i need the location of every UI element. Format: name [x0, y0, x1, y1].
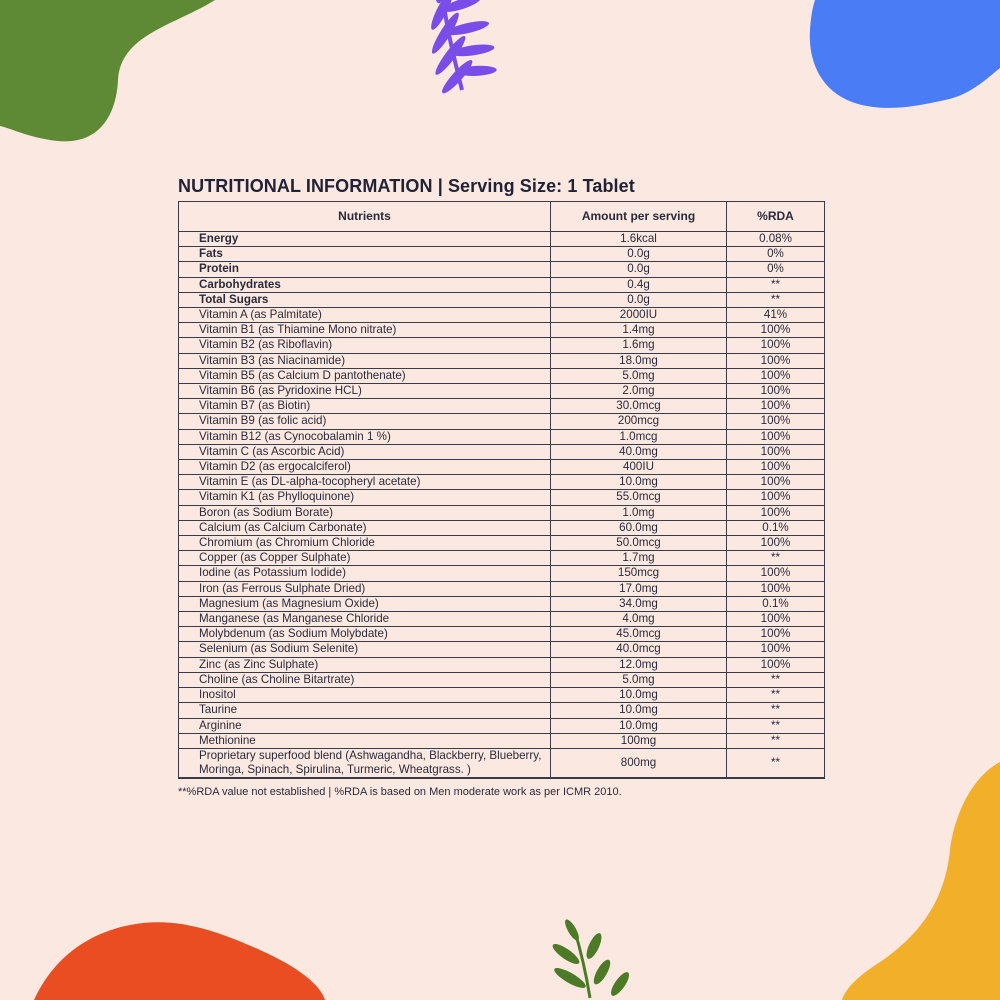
table-row — [179, 232, 825, 247]
orange-blob-shape — [842, 762, 1000, 1000]
rda-value: 0.1% — [727, 520, 825, 535]
nutrient-name: Taurine — [179, 703, 551, 718]
nutrient-name: Vitamin B3 (as Niacinamide) — [179, 353, 551, 368]
header-nutrients: Nutrients — [179, 202, 551, 232]
table-row — [179, 672, 825, 687]
amount-value: 1.6mg — [551, 338, 727, 353]
table-header-row — [179, 202, 825, 232]
rda-value: 100% — [727, 490, 825, 505]
rda-value: 100% — [727, 353, 825, 368]
table-row — [179, 277, 825, 292]
amount-value: 5.0mg — [551, 368, 727, 383]
nutrient-name: Protein — [179, 262, 551, 277]
amount-value: 50.0mcg — [551, 536, 727, 551]
amount-value: 12.0mg — [551, 657, 727, 672]
nutrient-name: Fats — [179, 247, 551, 262]
nutrient-name: Vitamin B5 (as Calcium D pantothenate) — [179, 368, 551, 383]
table-row — [179, 353, 825, 368]
nutrient-name: Vitamin C (as Ascorbic Acid) — [179, 444, 551, 459]
blue-blob-shape — [810, 0, 1000, 108]
table-row — [179, 612, 825, 627]
amount-value: 18.0mg — [551, 353, 727, 368]
nutrient-name: Magnesium (as Magnesium Oxide) — [179, 596, 551, 611]
table-row — [179, 703, 825, 718]
rda-value: 100% — [727, 657, 825, 672]
table-row — [179, 566, 825, 581]
page-title: NUTRITIONAL INFORMATION | Serving Size: 1 Tablet — [178, 176, 635, 196]
rda-value: 100% — [727, 566, 825, 581]
rda-value: 0% — [727, 247, 825, 262]
nutrient-name: Carbohydrates — [179, 277, 551, 292]
rda-value: 100% — [727, 323, 825, 338]
rda-value: 100% — [727, 612, 825, 627]
table-row — [179, 308, 825, 323]
amount-value: 2.0mg — [551, 384, 727, 399]
amount-value: 1.7mg — [551, 551, 727, 566]
nutrition-table — [178, 201, 825, 779]
table-row — [179, 505, 825, 520]
green-blob-shape — [0, 0, 215, 141]
rda-value: 0.1% — [727, 596, 825, 611]
amount-value: 0.0g — [551, 262, 727, 277]
nutrient-name: Selenium (as Sodium Selenite) — [179, 642, 551, 657]
rda-value: ** — [727, 748, 825, 778]
green-leaf-shape — [550, 918, 632, 999]
amount-value: 17.0mg — [551, 581, 727, 596]
nutrient-name: Zinc (as Zinc Sulphate) — [179, 657, 551, 672]
table-row — [179, 247, 825, 262]
nutrient-name: Vitamin K1 (as Phylloquinone) — [179, 490, 551, 505]
rda-value: 100% — [727, 475, 825, 490]
nutrient-name: Vitamin D2 (as ergocalciferol) — [179, 460, 551, 475]
rda-value: 0% — [727, 262, 825, 277]
table-row — [179, 368, 825, 383]
table-row — [179, 642, 825, 657]
nutrient-name: Calcium (as Calcium Carbonate) — [179, 520, 551, 535]
rda-value: 0.08% — [727, 232, 825, 247]
amount-value: 10.0mg — [551, 703, 727, 718]
amount-value: 400IU — [551, 460, 727, 475]
nutrient-name: Inositol — [179, 688, 551, 703]
nutrient-name: Arginine — [179, 718, 551, 733]
nutrient-name: Chromium (as Chromium Chloride — [179, 536, 551, 551]
nutrient-name: Vitamin B1 (as Thiamine Mono nitrate) — [179, 323, 551, 338]
amount-value: 1.6kcal — [551, 232, 727, 247]
rda-value: ** — [727, 733, 825, 748]
amount-value: 40.0mg — [551, 444, 727, 459]
amount-value: 5.0mg — [551, 672, 727, 687]
table-row — [179, 688, 825, 703]
table-row — [179, 399, 825, 414]
rda-value: 100% — [727, 642, 825, 657]
rda-value: 100% — [727, 368, 825, 383]
nutrient-name: Iodine (as Potassium Iodide) — [179, 566, 551, 581]
amount-value: 10.0mg — [551, 475, 727, 490]
rda-value: 100% — [727, 414, 825, 429]
table-row — [179, 490, 825, 505]
nutrient-name: Vitamin B6 (as Pyridoxine HCL) — [179, 384, 551, 399]
rda-value: ** — [727, 672, 825, 687]
nutrient-name: Copper (as Copper Sulphate) — [179, 551, 551, 566]
rda-value: 100% — [727, 505, 825, 520]
amount-value: 4.0mg — [551, 612, 727, 627]
amount-value: 10.0mg — [551, 718, 727, 733]
amount-value: 30.0mcg — [551, 399, 727, 414]
table-row — [179, 718, 825, 733]
rda-value: 100% — [727, 460, 825, 475]
rda-value: 100% — [727, 627, 825, 642]
amount-value: 1.0mcg — [551, 429, 727, 444]
nutrient-name: Vitamin B2 (as Riboflavin) — [179, 338, 551, 353]
amount-value: 40.0mcg — [551, 642, 727, 657]
rda-value: 100% — [727, 429, 825, 444]
rda-value: 100% — [727, 444, 825, 459]
nutrient-name: Total Sugars — [179, 292, 551, 307]
red-blob-shape — [34, 922, 325, 1000]
amount-value: 55.0mcg — [551, 490, 727, 505]
amount-value: 0.4g — [551, 277, 727, 292]
header-amount: Amount per serving — [551, 202, 727, 232]
table-row — [179, 384, 825, 399]
amount-value: 0.0g — [551, 292, 727, 307]
amount-value: 150mcg — [551, 566, 727, 581]
amount-value: 1.4mg — [551, 323, 727, 338]
table-row — [179, 323, 825, 338]
nutrient-name: Iron (as Ferrous Sulphate Dried) — [179, 581, 551, 596]
table-row — [179, 262, 825, 277]
amount-value: 2000IU — [551, 308, 727, 323]
nutrient-name: Boron (as Sodium Borate) — [179, 505, 551, 520]
rda-value: 100% — [727, 338, 825, 353]
amount-value: 100mg — [551, 733, 727, 748]
table-row — [179, 292, 825, 307]
amount-value: 1.0mg — [551, 505, 727, 520]
rda-value: ** — [727, 703, 825, 718]
table-row — [179, 748, 825, 778]
rda-value: ** — [727, 718, 825, 733]
table-row — [179, 429, 825, 444]
table-row — [179, 581, 825, 596]
nutrient-name: Choline (as Choline Bitartrate) — [179, 672, 551, 687]
amount-value: 200mcg — [551, 414, 727, 429]
nutrient-name: Energy — [179, 232, 551, 247]
rda-value: 100% — [727, 399, 825, 414]
nutrient-name: Vitamin A (as Palmitate) — [179, 308, 551, 323]
purple-leaf-shape — [390, 0, 517, 102]
amount-value: 0.0g — [551, 247, 727, 262]
table-row — [179, 338, 825, 353]
footnote: **%RDA value not established | %RDA is based on Men moderate work as per ICMR 2010. — [178, 786, 622, 799]
nutrient-name: Molybdenum (as Sodium Molybdate) — [179, 627, 551, 642]
table-row — [179, 596, 825, 611]
table-row — [179, 733, 825, 748]
table-row — [179, 520, 825, 535]
rda-value: 100% — [727, 384, 825, 399]
nutrient-name: Vitamin B7 (as Biotin) — [179, 399, 551, 414]
nutrient-name: Proprietary superfood blend (Ashwagandha, Blackberry, Blueberry, Moringa, Spinach, Spirulina, Turmeric, Wheatgrass. ) — [179, 748, 551, 778]
amount-value: 45.0mcg — [551, 627, 727, 642]
rda-value: 100% — [727, 581, 825, 596]
rda-value: ** — [727, 292, 825, 307]
nutrient-name: Vitamin E (as DL-alpha-tocopheryl acetate) — [179, 475, 551, 490]
rda-value: 100% — [727, 536, 825, 551]
table-row — [179, 460, 825, 475]
table-row — [179, 627, 825, 642]
rda-value: ** — [727, 688, 825, 703]
table-row — [179, 536, 825, 551]
amount-value: 800mg — [551, 748, 727, 778]
nutrition-panel — [178, 176, 824, 798]
nutrient-name: Methionine — [179, 733, 551, 748]
nutrient-name: Manganese (as Manganese Chloride — [179, 612, 551, 627]
rda-value: ** — [727, 551, 825, 566]
table-row — [179, 657, 825, 672]
table-row — [179, 444, 825, 459]
header-rda: %RDA — [727, 202, 825, 232]
amount-value: 10.0mg — [551, 688, 727, 703]
table-row — [179, 475, 825, 490]
amount-value: 34.0mg — [551, 596, 727, 611]
table-row — [179, 414, 825, 429]
rda-value: ** — [727, 277, 825, 292]
nutrient-name: Vitamin B9 (as folic acid) — [179, 414, 551, 429]
nutrient-name: Vitamin B12 (as Cynocobalamin 1 %) — [179, 429, 551, 444]
amount-value: 60.0mg — [551, 520, 727, 535]
table-row — [179, 551, 825, 566]
rda-value: 41% — [727, 308, 825, 323]
